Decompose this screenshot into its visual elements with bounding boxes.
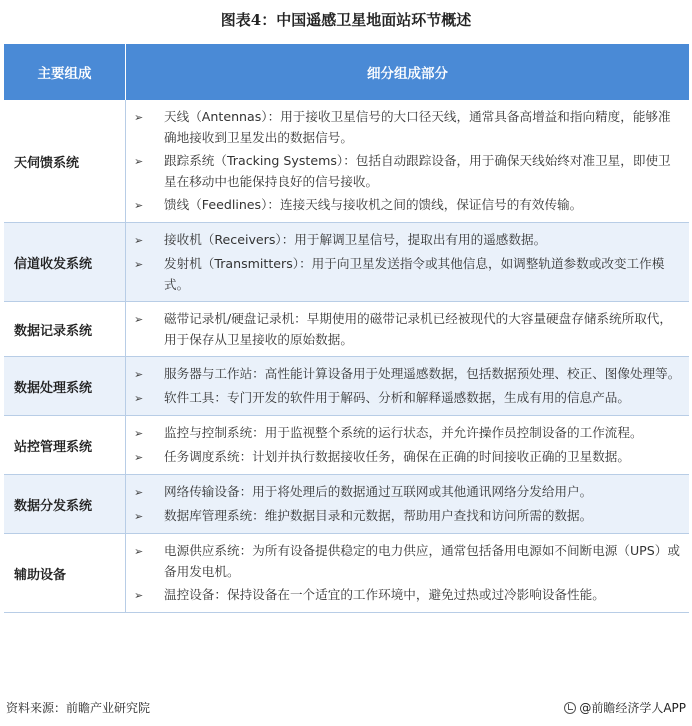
item-text: 跟踪系统（Tracking Systems）：包括自动跟踪设备，用于确保天线始终对准卫星，即使卫星在移动中也能保持良好的信号接收。 <box>164 153 671 189</box>
list-item <box>134 229 683 251</box>
item-text: 发射机（Transmitters）：用于向卫星发送指令或其他信息，如调整轨道参数或改变工作模式。 <box>164 256 665 292</box>
list-item <box>134 106 683 148</box>
list-item <box>134 194 683 216</box>
arrow-right-icon: ➢ <box>134 155 144 168</box>
row-items <box>126 357 690 416</box>
table-row <box>4 416 689 475</box>
item-text: 天线（Antennas）：用于接收卫星信号的大口径天线，通常具备高增益和指向精度，能够准确地接收到卫星发出的数据信号。 <box>164 109 671 145</box>
brand-credit <box>564 699 686 716</box>
row-items <box>126 100 690 223</box>
item-text: 数据库管理系统：维护数据目录和元数据，帮助用户查找和访问所需的数据。 <box>164 508 593 523</box>
row-category: 数据处理系统 <box>4 357 126 416</box>
row-items <box>126 302 690 357</box>
item-text: 软件工具：专门开发的软件用于解码、分析和解释遥感数据，生成有用的信息产品。 <box>164 390 630 405</box>
table-header-row <box>4 44 689 100</box>
item-text: 服务器与工作站：高性能计算设备用于处理遥感数据，包括数据预处理、校正、图像处理等。 <box>164 366 681 381</box>
table-row <box>4 100 689 223</box>
arrow-right-icon: ➢ <box>134 368 144 381</box>
arrow-right-icon: ➢ <box>134 510 144 523</box>
arrow-right-icon: ➢ <box>134 451 144 464</box>
row-items <box>126 416 690 475</box>
list-item <box>134 363 683 385</box>
table-row <box>4 475 689 534</box>
list-item <box>134 481 683 503</box>
brand-logo-icon <box>564 702 576 714</box>
item-text: 磁带记录机/硬盘记录机：早期使用的磁带记录机已经被现代的大容量硬盘存储系统所取代，用于保存从卫星接收的原始数据。 <box>164 311 672 347</box>
arrow-right-icon: ➢ <box>134 545 144 558</box>
arrow-right-icon: ➢ <box>134 234 144 247</box>
table-row <box>4 302 689 357</box>
row-items <box>126 475 690 534</box>
item-text: 馈线（Feedlines）：连接天线与接收机之间的馈线，保证信号的有效传输。 <box>164 197 583 212</box>
row-category: 数据记录系统 <box>4 302 126 357</box>
table-title: 图表4：中国遥感卫星地面站环节概述 <box>220 11 472 29</box>
footer <box>0 697 692 719</box>
arrow-right-icon: ➢ <box>134 313 144 326</box>
item-text: 监控与控制系统：用于监视整个系统的运行状态，并允许操作员控制设备的工作流程。 <box>164 425 643 440</box>
arrow-right-icon: ➢ <box>134 427 144 440</box>
list-item <box>134 584 683 606</box>
list-item <box>134 540 683 582</box>
arrow-right-icon: ➢ <box>134 486 144 499</box>
list-item <box>134 150 683 192</box>
row-category: 辅助设备 <box>4 534 126 613</box>
item-text: 接收机（Receivers）：用于解调卫星信号，提取出有用的遥感数据。 <box>164 232 547 247</box>
row-category: 数据分发系统 <box>4 475 126 534</box>
list-item <box>134 253 683 295</box>
arrow-right-icon: ➢ <box>134 258 144 271</box>
item-text: 温控设备：保持设备在一个适宜的工作环境中，避免过热或过冷影响设备性能。 <box>164 587 605 602</box>
item-text: 任务调度系统：计划并执行数据接收任务，确保在正确的时间接收正确的卫星数据。 <box>164 449 630 464</box>
list-item <box>134 446 683 468</box>
components-table <box>4 44 689 613</box>
row-category: 信道收发系统 <box>4 223 126 302</box>
source-note: 资料来源：前瞻产业研究院 <box>6 701 151 715</box>
brand-text: @前瞻经济学人APP <box>579 701 686 715</box>
list-item <box>134 387 683 409</box>
row-items <box>126 223 690 302</box>
list-item <box>134 505 683 527</box>
arrow-right-icon: ➢ <box>134 199 144 212</box>
header-main-components: 主要组成 <box>4 44 126 100</box>
row-items <box>126 534 690 613</box>
arrow-right-icon: ➢ <box>134 111 144 124</box>
table-row <box>4 357 689 416</box>
arrow-right-icon: ➢ <box>134 589 144 602</box>
table-row <box>4 534 689 613</box>
list-item <box>134 308 683 350</box>
header-sub-components: 细分组成部分 <box>126 44 690 100</box>
item-text: 电源供应系统：为所有设备提供稳定的电力供应，通常包括备用电源如不间断电源（UPS）或备用发电机。 <box>164 543 680 579</box>
list-item <box>134 422 683 444</box>
table-body <box>4 100 689 613</box>
table-row <box>4 223 689 302</box>
item-text: 网络传输设备：用于将处理后的数据通过互联网或其他通讯网络分发给用户。 <box>164 484 593 499</box>
arrow-right-icon: ➢ <box>134 392 144 405</box>
row-category: 天伺馈系统 <box>4 100 126 223</box>
row-category: 站控管理系统 <box>4 416 126 475</box>
